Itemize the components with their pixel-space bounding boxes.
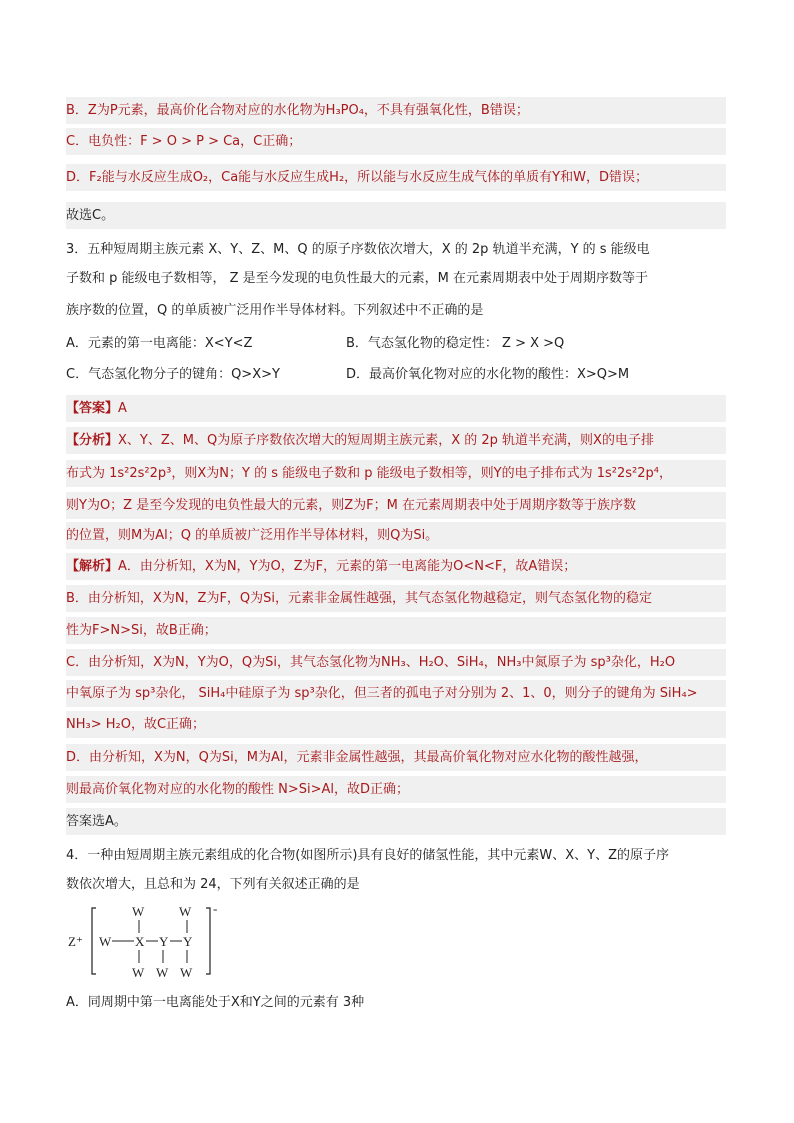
jiexi-tag: 【解析】 bbox=[66, 559, 119, 574]
q3-final-line: 答案选A。 bbox=[66, 808, 726, 835]
cation-label: Z⁺ bbox=[68, 934, 83, 949]
q3-option-d: D．最高价氧化物对应的水化物的酸性：X>Q>M bbox=[346, 367, 630, 382]
anion-charge: - bbox=[213, 901, 218, 916]
q3-stem-line-3: 族序数的位置，Q 的单质被广泛用作半导体材料。下列叙述中不正确的是 bbox=[66, 303, 484, 318]
q3-jiexi-line-3: 性为F>N>Si，故B正确； bbox=[66, 617, 726, 644]
explain-line-b: B．Z为P元素，最高价化合物对应的水化物为H₃PO₄，不具有强氧化性，B错误； bbox=[66, 97, 726, 124]
atom-y-2: Y bbox=[183, 934, 193, 949]
q3-stem-line-2: 子数和 p 能级电子数相等， Z 是至今发现的电负性最大的元素，M 在元素周期表中处于周期序数等于 bbox=[66, 271, 649, 286]
q3-jiexi-line-4: C．由分析知，X为N，Y为O，Q为Si，其气态氢化物为NH₃、H₂O、SiH₄，NH₃中氮原子为 sp³杂化，H₂O bbox=[66, 649, 726, 676]
w-bottom-2: W bbox=[156, 965, 169, 980]
w-bottom-3: W bbox=[180, 965, 193, 980]
explain-line-c: C．电负性：F > O > P > Ca，C正确； bbox=[66, 128, 726, 155]
q3-analysis-line-4: 的位置，则M为Al；Q 的单质被广泛用作半导体材料，则Q为Si。 bbox=[66, 522, 726, 549]
structure-diagram bbox=[66, 900, 236, 982]
w-left: W bbox=[99, 934, 112, 949]
q3-jiexi-line-2: B．由分析知，X为N，Z为F，Q为Si，元素非金属性越强，其气态氢化物越稳定，则气态氢化物的稳定 bbox=[66, 585, 726, 612]
final-choice-line: 故选C。 bbox=[66, 202, 726, 229]
q3-jiexi-line-7: D．由分析知，X为N，Q为Si，M为Al，元素非金属性越强，其最高价氧化物对应水化物的酸性越强， bbox=[66, 744, 726, 771]
q3-jiexi-line-1 bbox=[66, 553, 726, 580]
q3-analysis-line-3: 则Y为O；Z 是至今发现的电负性最大的元素，则Z为F；M 在元素周期表中处于周期序数等于族序数 bbox=[66, 492, 726, 519]
q4-option-a: A．同周期中第一电离能处于X和Y之间的元素有 3种 bbox=[66, 995, 365, 1010]
left-bracket bbox=[92, 908, 96, 974]
q3-options-row-2 bbox=[66, 361, 726, 388]
q3-jiexi-line-5: 中氧原子为 sp³杂化， SiH₄中硅原子为 sp³杂化，但三者的孤电子对分别为 2、1、0，则分子的键角为 SiH₄> bbox=[66, 680, 726, 707]
structure-svg bbox=[66, 900, 236, 982]
w-bottom-1: W bbox=[132, 965, 145, 980]
q3-analysis-line-2: 布式为 1s²2s²2p³，则X为N；Y 的 s 能级电子数和 p 能级电子数相等，则Y的电子排布式为 1s²2s²2p⁴， bbox=[66, 460, 726, 487]
w-top-1: W bbox=[132, 904, 145, 919]
q3-option-b: B．气态氢化物的稳定性： Z > X >Q bbox=[346, 336, 565, 351]
answer-value: A bbox=[118, 401, 127, 416]
analysis-tag: 【分析】 bbox=[66, 433, 119, 448]
q3-answer-line bbox=[66, 395, 726, 422]
q3-option-c: C．气态氢化物分子的键角：Q>X>Y bbox=[66, 367, 280, 382]
jiexi-text-1: A．由分析知，X为N，Y为O，Z为F，元素的第一电离能为O<N<F，故A错误； bbox=[118, 559, 577, 574]
atom-x: X bbox=[135, 934, 145, 949]
q4-stem-line-2: 数依次增大，且总和为 24，下列有关叙述正确的是 bbox=[66, 877, 360, 892]
explain-line-d: D．F₂能与水反应生成O₂，Ca能与水反应生成H₂，所以能与水反应生成气体的单质有Y和W，D错误； bbox=[66, 164, 726, 191]
atom-y-1: Y bbox=[159, 934, 169, 949]
q3-option-a: A．元素的第一电离能：X<Y<Z bbox=[66, 336, 253, 351]
q3-options-row-1 bbox=[66, 330, 726, 357]
q3-jiexi-line-8: 则最高价氧化物对应的水化物的酸性 N>Si>Al，故D正确； bbox=[66, 776, 726, 803]
q3-stem-line-1: 3．五种短周期主族元素 X、Y、Z、M、Q 的原子序数依次增大，X 的 2p 轨道半充满，Y 的 s 能级电 bbox=[66, 242, 650, 257]
analysis-text-1: X、Y、Z、M、Q为原子序数依次增大的短周期主族元素，X 的 2p 轨道半充满，则X的电子排 bbox=[118, 433, 654, 448]
q4-stem-line-1: 4．一种由短周期主族元素组成的化合物(如图所示)具有良好的储氢性能，其中元素W、X、Y、Z的原子序 bbox=[66, 848, 670, 863]
answer-tag: 【答案】 bbox=[66, 401, 119, 416]
q3-analysis-line-1 bbox=[66, 427, 726, 454]
right-bracket bbox=[206, 908, 210, 974]
q3-jiexi-line-6: NH₃> H₂O，故C正确； bbox=[66, 711, 726, 738]
w-top-2: W bbox=[179, 904, 192, 919]
